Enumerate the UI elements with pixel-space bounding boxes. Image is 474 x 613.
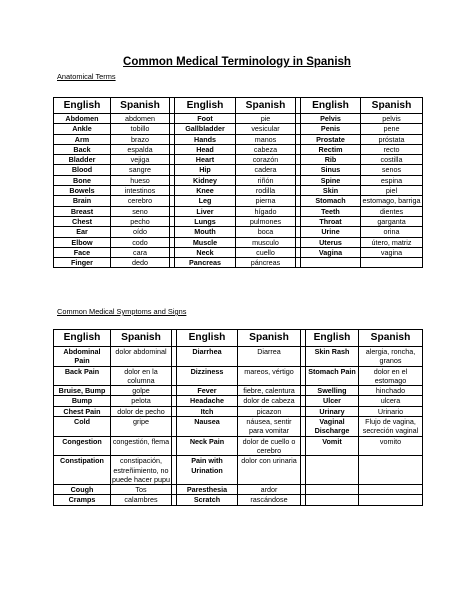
english-term-cell: Bladder [54, 155, 111, 165]
spanish-term-cell: cerebro [111, 196, 170, 206]
table-row [54, 155, 423, 165]
english-term-cell: Chest [54, 216, 111, 226]
table-row [54, 258, 423, 268]
english-term-cell: Ear [54, 227, 111, 237]
english-term-cell: Headache [177, 396, 238, 406]
spanish-term-cell: costilla [361, 155, 423, 165]
english-term-cell: Lungs [175, 216, 236, 226]
english-term-cell [306, 456, 359, 485]
spanish-term-cell: pie [236, 114, 296, 124]
spanish-term-cell: boca [236, 227, 296, 237]
spanish-term-cell: alergia, roncha, granos [359, 347, 423, 367]
english-term-cell: Cramps [54, 495, 111, 505]
spanish-term-cell: náusea, sentir para vomitar [238, 417, 301, 437]
table-row [54, 134, 423, 144]
spanish-term-cell: garganta [361, 216, 423, 226]
spanish-term-cell: pene [361, 124, 423, 134]
english-term-cell: Foot [175, 114, 236, 124]
anatomical-table-body [54, 114, 423, 268]
english-term-cell: Ankle [54, 124, 111, 134]
table-row [54, 186, 423, 196]
english-term-cell: Leg [175, 196, 236, 206]
english-term-cell: Paresthesia [177, 485, 238, 495]
column-header: Spanish [238, 330, 301, 347]
spanish-term-cell: cadera [236, 165, 296, 175]
spanish-term-cell: dolor de cuello o cerebro [238, 436, 301, 456]
column-header: Spanish [361, 98, 423, 114]
english-term-cell: Back [54, 144, 111, 154]
table-row [54, 196, 423, 206]
table-row [54, 406, 423, 416]
english-term-cell: Cough [54, 485, 111, 495]
spanish-term-cell: calambres [111, 495, 172, 505]
spanish-term-cell: dedo [111, 258, 170, 268]
spanish-term-cell: cabeza [236, 144, 296, 154]
spanish-term-cell: pierna [236, 196, 296, 206]
spanish-term-cell: pecho [111, 216, 170, 226]
spanish-term-cell: senos [361, 165, 423, 175]
spanish-term-cell: espalda [111, 144, 170, 154]
english-term-cell: Fever [177, 386, 238, 396]
english-term-cell: Mouth [175, 227, 236, 237]
spanish-term-cell: gripe [111, 417, 172, 437]
column-header: Spanish [359, 330, 423, 347]
english-term-cell: Back Pain [54, 366, 111, 386]
english-term-cell: Head [175, 144, 236, 154]
spanish-term-cell: dolor de cabeza [238, 396, 301, 406]
column-header: English [301, 98, 361, 114]
spanish-term-cell: rascándose [238, 495, 301, 505]
english-term-cell: Urine [301, 227, 361, 237]
column-header: English [306, 330, 359, 347]
spanish-term-cell: ulcera [359, 396, 423, 406]
anatomical-section-title: Anatomical Terms [57, 72, 116, 81]
spanish-term-cell: dolor en el estomago [359, 366, 423, 386]
english-term-cell: Abdomen [54, 114, 111, 124]
english-term-cell: Urinary [306, 406, 359, 416]
spanish-term-cell: vesicular [236, 124, 296, 134]
table-row [54, 216, 423, 226]
english-term-cell: Rib [301, 155, 361, 165]
spanish-term-cell: dolor con urinaria [238, 456, 301, 485]
english-term-cell: Rectim [301, 144, 361, 154]
spanish-term-cell: útero, matriz [361, 237, 423, 247]
spanish-term-cell: pelota [111, 396, 172, 406]
english-term-cell: Stomach Pain [306, 366, 359, 386]
english-term-cell: Arm [54, 134, 111, 144]
table-row [54, 347, 423, 367]
table-row [54, 237, 423, 247]
spanish-term-cell: Diarrea [238, 347, 301, 367]
spanish-term-cell: golpe [111, 386, 172, 396]
english-term-cell: Swelling [306, 386, 359, 396]
english-term-cell: Penis [301, 124, 361, 134]
english-term-cell: Hip [175, 165, 236, 175]
english-term-cell: Chest Pain [54, 406, 111, 416]
table-row [54, 485, 423, 495]
spanish-term-cell: musculo [236, 237, 296, 247]
english-term-cell: Bruise, Bump [54, 386, 111, 396]
table-row [54, 247, 423, 257]
column-header: Spanish [236, 98, 296, 114]
english-term-cell [301, 258, 361, 268]
spanish-term-cell: Tos [111, 485, 172, 495]
english-term-cell: Ulcer [306, 396, 359, 406]
english-term-cell: Hands [175, 134, 236, 144]
table-row [54, 495, 423, 505]
english-term-cell: Elbow [54, 237, 111, 247]
table-row [54, 165, 423, 175]
spanish-term-cell: dientes [361, 206, 423, 216]
english-term-cell: Sinus [301, 165, 361, 175]
english-term-cell: Pelvis [301, 114, 361, 124]
spanish-term-cell [361, 258, 423, 268]
english-term-cell: Bowels [54, 186, 111, 196]
table-row [54, 436, 423, 456]
spanish-term-cell: páncreas [236, 258, 296, 268]
spanish-term-cell: rodilla [236, 186, 296, 196]
english-term-cell: Stomach [301, 196, 361, 206]
spanish-term-cell: mareos, vértigo [238, 366, 301, 386]
spanish-term-cell: hígado [236, 206, 296, 216]
spanish-term-cell: Urinario [359, 406, 423, 416]
english-term-cell: Vagina [301, 247, 361, 257]
symptoms-section-title: Common Medical Symptoms and Signs [57, 307, 187, 316]
spanish-term-cell: sangre [111, 165, 170, 175]
english-term-cell: Spine [301, 175, 361, 185]
english-term-cell: Neck [175, 247, 236, 257]
english-term-cell: Nausea [177, 417, 238, 437]
spanish-term-cell: abdomen [111, 114, 170, 124]
spanish-term-cell: codo [111, 237, 170, 247]
spanish-term-cell: próstata [361, 134, 423, 144]
table-row [54, 206, 423, 216]
english-term-cell: Bump [54, 396, 111, 406]
english-term-cell: Vaginal Discharge [306, 417, 359, 437]
english-term-cell: Scratch [177, 495, 238, 505]
spanish-term-cell: piel [361, 186, 423, 196]
spanish-term-cell: oído [111, 227, 170, 237]
spanish-term-cell: ardor [238, 485, 301, 495]
spanish-term-cell [359, 485, 423, 495]
symptoms-table [53, 329, 423, 506]
spanish-term-cell: corazón [236, 155, 296, 165]
english-term-cell: Skin [301, 186, 361, 196]
column-header: English [54, 330, 111, 347]
english-term-cell: Liver [175, 206, 236, 216]
column-header: English [177, 330, 238, 347]
spanish-term-cell: dolor abdominal [111, 347, 172, 367]
spanish-term-cell: espina [361, 175, 423, 185]
english-term-cell: Abdominal Pain [54, 347, 111, 367]
spanish-term-cell: pulmones [236, 216, 296, 226]
english-term-cell: Throat [301, 216, 361, 226]
english-term-cell: Heart [175, 155, 236, 165]
english-term-cell: Cold [54, 417, 111, 437]
table-row [54, 124, 423, 134]
table-header-row [54, 330, 423, 347]
table-row [54, 114, 423, 124]
table-row [54, 366, 423, 386]
spanish-term-cell: manos [236, 134, 296, 144]
english-term-cell: Breast [54, 206, 111, 216]
english-term-cell: Vomit [306, 436, 359, 456]
english-term-cell: Teeth [301, 206, 361, 216]
spanish-term-cell: pelvis [361, 114, 423, 124]
english-term-cell: Constipation [54, 456, 111, 485]
column-header: Spanish [111, 98, 170, 114]
table-row [54, 456, 423, 485]
spanish-term-cell: hinchado [359, 386, 423, 396]
anatomical-terms-table [53, 97, 423, 268]
spanish-term-cell: Flujo de vagina, secreción vaginal [359, 417, 423, 437]
english-term-cell: Congestion [54, 436, 111, 456]
spanish-term-cell: cuello [236, 247, 296, 257]
spanish-term-cell: cara [111, 247, 170, 257]
spanish-term-cell [359, 456, 423, 485]
english-term-cell: Prostate [301, 134, 361, 144]
spanish-term-cell: vomito [359, 436, 423, 456]
english-term-cell: Blood [54, 165, 111, 175]
spanish-term-cell: vagina [361, 247, 423, 257]
spanish-term-cell: dolor de pecho [111, 406, 172, 416]
table-row [54, 175, 423, 185]
table-row [54, 227, 423, 237]
spanish-term-cell: constipación, estreñimiento, no puede hacer pupu [112, 456, 170, 484]
spanish-term-cell: vejiga [111, 155, 170, 165]
english-term-cell: Neck Pain [177, 436, 238, 456]
english-term-cell: Muscle [175, 237, 236, 247]
english-term-cell: Brain [54, 196, 111, 206]
page-title: Common Medical Terminology in Spanish [123, 56, 351, 68]
english-term-cell [306, 495, 359, 505]
spanish-term-cell: riñón [236, 175, 296, 185]
english-term-cell: Bone [54, 175, 111, 185]
table-row [54, 396, 423, 406]
english-term-cell: Kidney [175, 175, 236, 185]
english-term-cell: Itch [177, 406, 238, 416]
spanish-term-cell: congestión, flema [111, 436, 172, 456]
table-row [54, 386, 423, 396]
english-term-cell: Knee [175, 186, 236, 196]
english-term-cell: Pain with Urination [177, 456, 238, 485]
spanish-term-cell [359, 495, 423, 505]
spanish-term-cell: fiebre, calentura [238, 386, 301, 396]
spanish-term-cell: hueso [111, 175, 170, 185]
spanish-term-cell: recto [361, 144, 423, 154]
spanish-term-cell: intestinos [111, 186, 170, 196]
column-header: English [54, 98, 111, 114]
column-header: Spanish [111, 330, 172, 347]
spanish-term-cell: seno [111, 206, 170, 216]
table-header-row [54, 98, 423, 114]
column-header: English [175, 98, 236, 114]
table-row [54, 144, 423, 154]
spanish-term-cell: estomago, barriga [361, 196, 423, 206]
english-term-cell: Diarrhea [177, 347, 238, 367]
english-term-cell [306, 485, 359, 495]
english-term-cell: Gallbladder [175, 124, 236, 134]
english-term-cell: Uterus [301, 237, 361, 247]
spanish-term-cell: tobillo [111, 124, 170, 134]
spanish-term-cell: brazo [111, 134, 170, 144]
table-row [54, 417, 423, 437]
english-term-cell: Face [54, 247, 111, 257]
english-term-cell: Pancreas [175, 258, 236, 268]
spanish-term-cell: picazon [238, 406, 301, 416]
english-term-cell: Dizziness [177, 366, 238, 386]
english-term-cell: Skin Rash [306, 347, 359, 367]
spanish-term-cell: orina [361, 227, 423, 237]
english-term-cell: Finger [54, 258, 111, 268]
symptoms-table-body [54, 347, 423, 506]
spanish-term-cell: dolor en la columna [111, 366, 172, 386]
